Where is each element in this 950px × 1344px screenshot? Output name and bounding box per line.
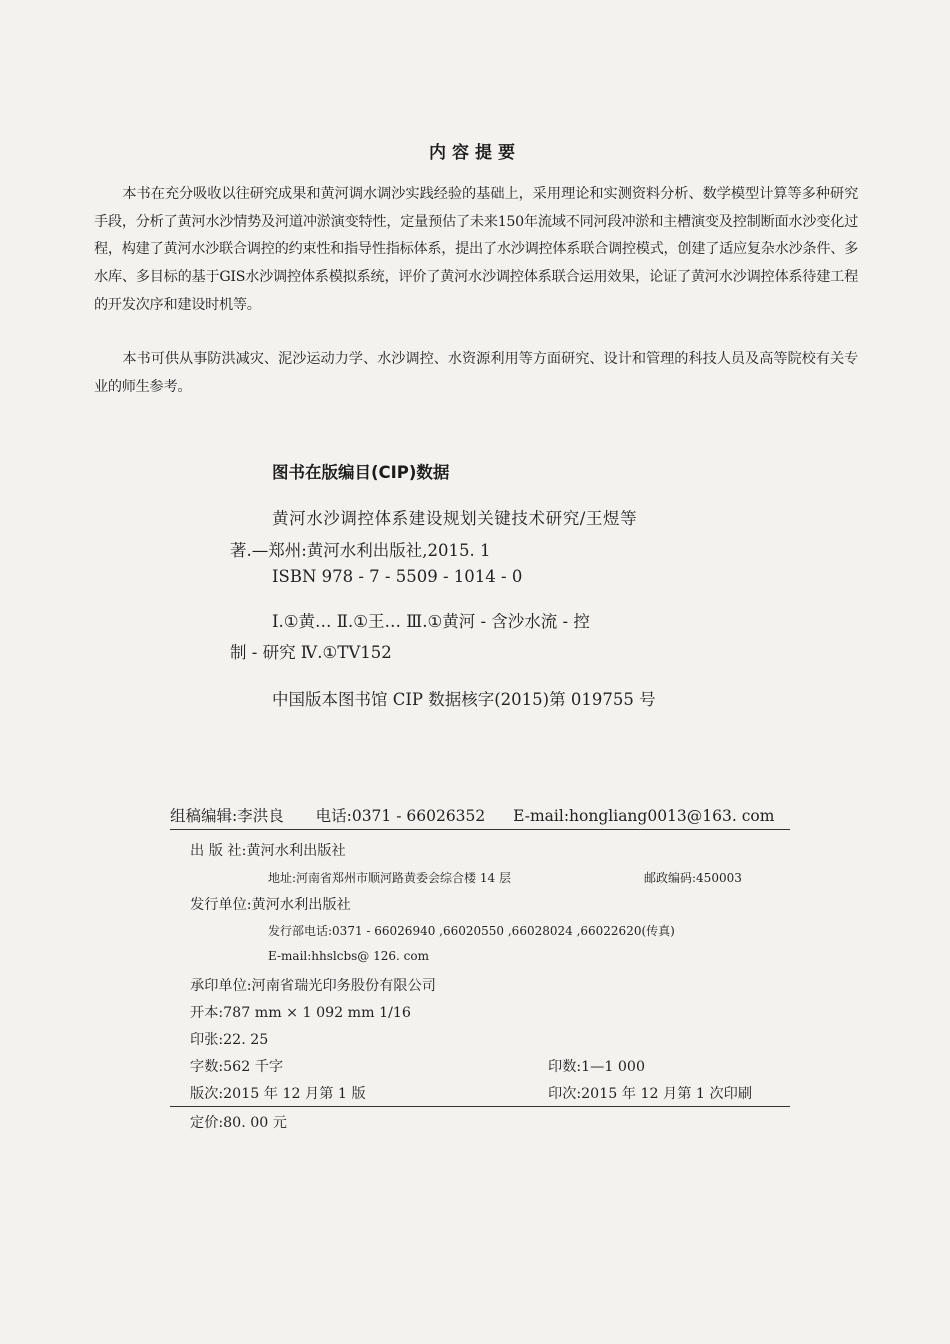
sales-email: E-mail:hhslcbs@ 126. com	[268, 949, 429, 963]
cip-classification-line: Ⅰ.①黄… Ⅱ.①王… Ⅲ.①黄河 - 含沙水流 - 控	[272, 612, 590, 631]
sales-phone: 发行部电话:0371 - 66026940 ,66020550 ,66028024 ,66022620(传真)	[268, 924, 675, 938]
cip-heading: 图书在版编目(CIP)数据	[272, 463, 450, 482]
print-run: 印数:1—1 000	[548, 1059, 645, 1075]
format: 开本:787 mm × 1 092 mm 1/16	[190, 1005, 411, 1021]
cip-record-number: 中国版本图书馆 CIP 数据核字(2015)第 019755 号	[272, 690, 656, 709]
cip-title-line: 黄河水沙调控体系建设规划关键技术研究/王煜等	[272, 509, 638, 528]
editor-label: 组稿编辑:李洪良	[170, 807, 284, 825]
summary-heading: 内容提要	[429, 143, 521, 163]
publisher: 出 版 社:黄河水利出版社	[190, 843, 346, 859]
price: 定价:80. 00 元	[190, 1115, 287, 1131]
edition: 版次:2015 年 12 月第 1 版	[190, 1086, 366, 1102]
editor-phone: 电话:0371 - 66026352	[315, 807, 486, 825]
editor-row	[170, 804, 790, 826]
word-count: 字数:562 千字	[190, 1059, 284, 1075]
editor-email: E-mail:hongliang0013@163. com	[513, 807, 775, 825]
publisher-address: 地址:河南省郑州市顺河路黄委会综合楼 14 层	[268, 871, 511, 885]
distributor: 发行单位:黄河水利出版社	[190, 897, 351, 913]
summary-paragraph-1: 本书在充分吸收以往研究成果和黄河调水调沙实践经验的基础上，采用理论和实测资料分析、数学模型计算等多种研究手段，分析了黄河水沙情势及河道冲淤演变特性，定量预估了未来150年流域不同河段冲淤和主槽演变及控制断面水沙变化过程，构建了黄河水沙联合调控的约束性和指导性指标体系，提出了水沙调控体系联合调控模式，创建了适应复杂水沙条件、多水库、多目标的基于GIS水沙调控体系模拟系统，评价了黄河水沙调控体系联合运用效果，论证了黄河水沙调控体系待建工程的开发次序和建设时机等。	[94, 186, 858, 313]
cip-isbn-line: ISBN 978 - 7 - 5509 - 1014 - 0	[272, 567, 523, 586]
sheets: 印张:22. 25	[190, 1032, 269, 1048]
cip-publisher-line: 著.—郑州:黄河水利出版社,2015. 1	[230, 541, 491, 560]
summary-paragraph-2: 本书可供从事防洪减灾、泥沙运动力学、水沙调控、水资源利用等方面研究、设计和管理的科技人员及高等院校有关专业的师生参考。	[94, 351, 858, 395]
divider-top	[170, 829, 790, 830]
cip-classification-line-2: 制 - 研究 Ⅳ.①TV152	[230, 643, 392, 662]
divider-bottom	[170, 1106, 790, 1107]
printer: 承印单位:河南省瑞光印务股份有限公司	[190, 978, 436, 994]
postcode: 邮政编码:450003	[644, 871, 742, 885]
impression: 印次:2015 年 12 月第 1 次印刷	[548, 1086, 753, 1102]
